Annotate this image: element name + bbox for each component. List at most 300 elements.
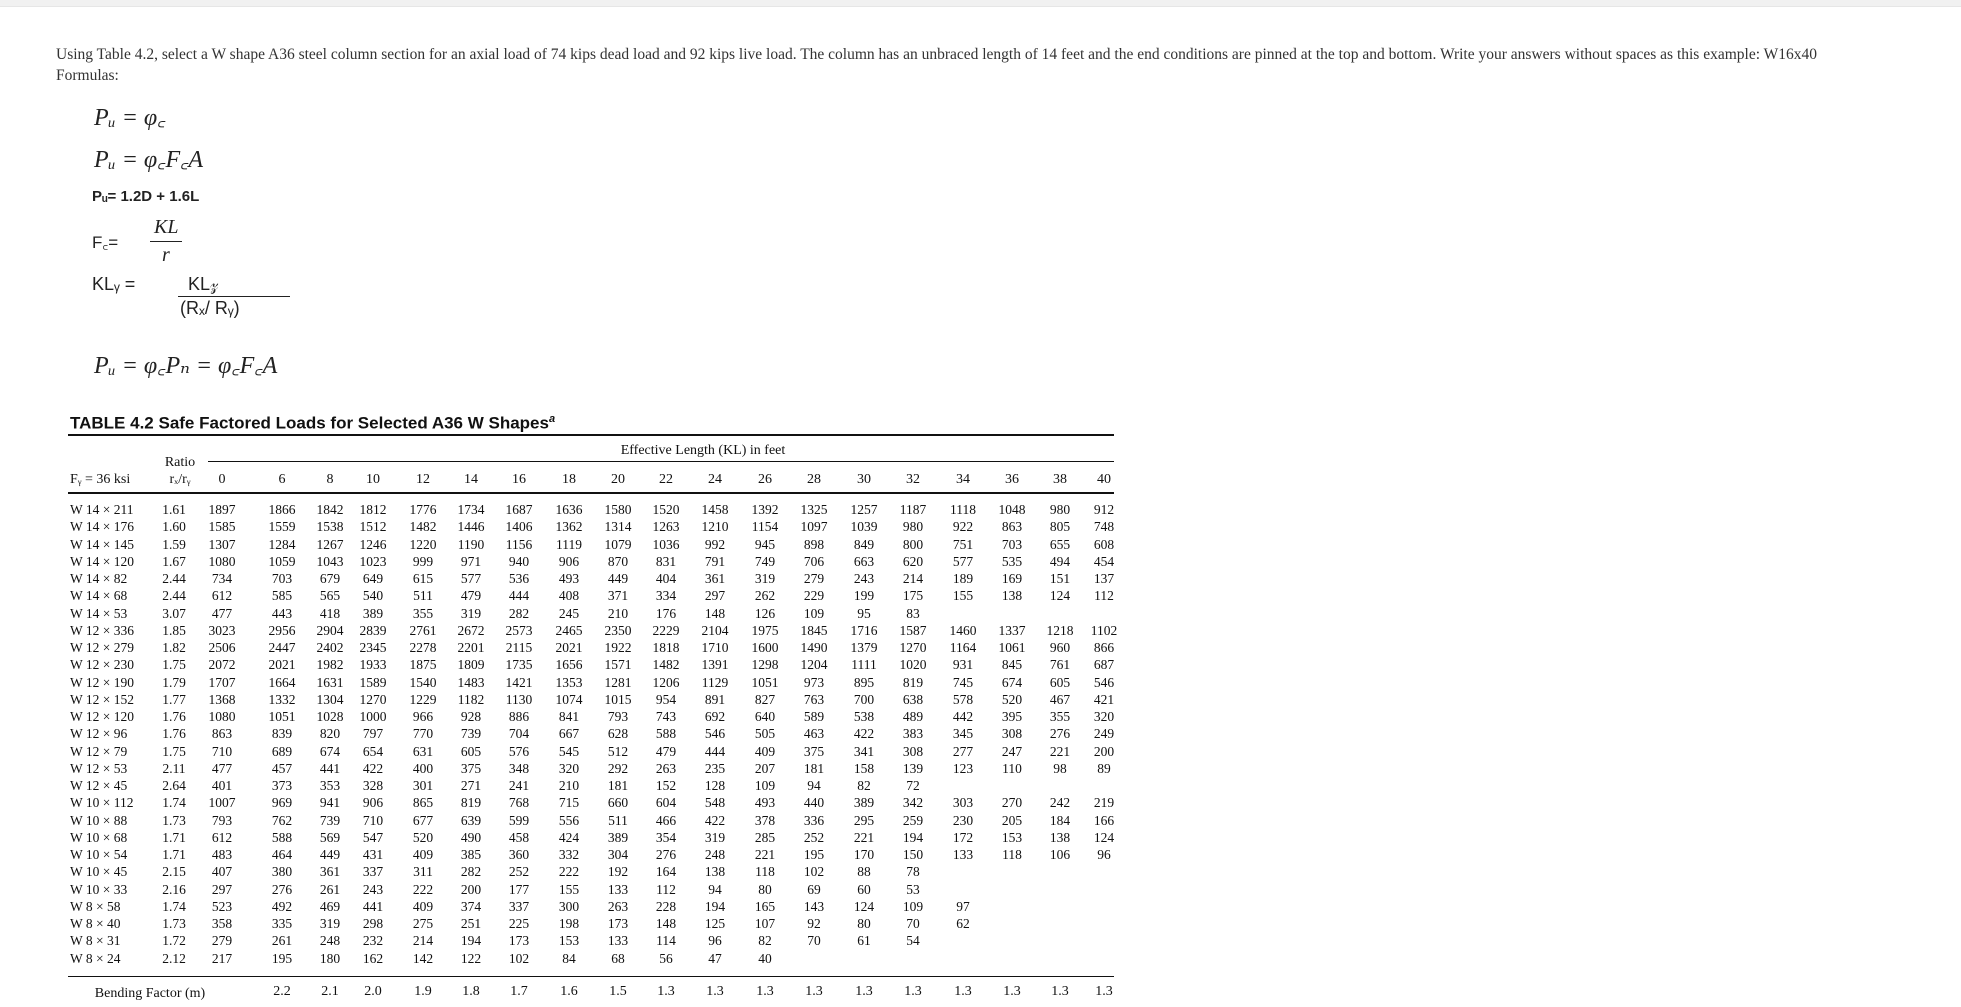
table-cell-load: 137	[1093, 571, 1115, 586]
table-cell-load: 1111	[851, 657, 877, 673]
table-cell-load: 70	[906, 916, 920, 931]
table-cell-load: 40	[758, 950, 772, 966]
table-cell-load: 863	[1001, 519, 1023, 535]
table-cell-load: 342	[902, 795, 924, 811]
table-row-shape: W 12 × 53	[70, 760, 128, 776]
table-cell-load: 60	[857, 881, 871, 897]
table-cell-load: 300	[558, 898, 580, 914]
table-cell-load: 241	[508, 778, 530, 793]
table-cell-load: 1204	[800, 657, 828, 673]
table-cell-load: 282	[460, 864, 482, 880]
table-cell-load: 2506	[208, 640, 236, 655]
table-cell-load: 1687	[505, 502, 533, 517]
table-cell-load: 1406	[505, 519, 533, 535]
table-cell-load: 1036	[652, 536, 680, 552]
table-cell-load: 443	[271, 605, 293, 621]
table-cell-load: 1051	[751, 674, 779, 690]
table-cell-load: 520	[1001, 691, 1023, 707]
table-cell-load: 1776	[409, 502, 437, 517]
table-row-shape: W 10 × 54	[70, 847, 128, 862]
table-cell-load: 114	[656, 933, 676, 949]
table-cell-load: 1023	[359, 553, 387, 569]
table-cell-load: 262	[754, 588, 776, 604]
table-row-ratio: 2.11	[162, 760, 186, 776]
table-cell-load: 94	[708, 881, 722, 897]
table-cell-load: 454	[1093, 553, 1115, 569]
kl-column-header: 20	[611, 472, 625, 487]
table-cell-load: 123	[952, 760, 974, 776]
table-cell-load: 469	[319, 898, 341, 914]
table-cell-load: 444	[704, 743, 726, 759]
table-cell-load: 980	[1049, 502, 1071, 517]
table-cell-load: 1220	[409, 536, 437, 552]
table-cell-load: 195	[271, 950, 293, 966]
formula-fc-label: F꜀=	[92, 233, 119, 252]
table-cell-load: 845	[1001, 657, 1023, 673]
table-cell-load: 383	[902, 726, 924, 742]
table-cell-load: 1007	[208, 795, 236, 811]
table-cell-load: 588	[655, 726, 677, 742]
table-cell-load: 1460	[949, 622, 977, 638]
table-title	[70, 413, 555, 434]
table-cell-load: 640	[754, 709, 776, 724]
table-cell-load: 604	[655, 795, 677, 811]
table-cell-load: 251	[460, 916, 482, 931]
table-cell-load: 954	[655, 691, 677, 707]
table-cell-load: 992	[704, 536, 726, 552]
table-cell-load: 2115	[505, 640, 533, 655]
table-row-shape: W 10 × 45	[70, 864, 128, 880]
table-cell-load: 1102	[1090, 622, 1118, 638]
table-cell-load: 706	[803, 553, 825, 569]
table-cell-load: 489	[902, 709, 924, 724]
table-cell-load: 1587	[899, 622, 927, 638]
table-cell-load: 358	[211, 916, 233, 931]
table-cell-load: 355	[412, 605, 434, 621]
table-cell-load: 375	[803, 743, 825, 759]
table-cell-load: 47	[708, 950, 722, 966]
table-cell-load: 138	[1001, 588, 1023, 604]
table-cell-load: 841	[558, 709, 580, 724]
table-cell-load: 490	[460, 829, 482, 845]
effective-length-underline	[208, 461, 1114, 462]
table-cell-load: 248	[319, 933, 341, 949]
table-cell-load: 969	[271, 795, 293, 811]
kl-column-header: 30	[857, 472, 871, 487]
table-cell-load: 126	[754, 605, 776, 621]
table-cell-load: 674	[1001, 674, 1023, 690]
table-cell-load: 464	[271, 847, 293, 862]
table-cell-load: 1631	[316, 674, 344, 690]
table-cell-load: 219	[1093, 795, 1115, 811]
table-cell-load: 1866	[268, 502, 296, 517]
table-cell-load: 1809	[457, 657, 485, 673]
table-cell-load: 380	[271, 864, 293, 880]
bending-factor-value: 2.1	[321, 983, 339, 999]
table-cell-load: 1079	[604, 536, 632, 552]
table-cell-load: 311	[413, 864, 433, 880]
table-cell-load: 184	[1049, 812, 1071, 828]
header-bottom-rule	[68, 492, 1114, 494]
question-text: Using Table 4.2, select a W shape A36 steel column section for an axial load of 74 kips dead load and 92 kips live load. The column has an unbraced length of 14 feet and the end conditions are pinned at the top and bottom. Write your answers without spaces as this example: W16x40	[56, 46, 1817, 63]
table-cell-load: 585	[271, 588, 293, 604]
table-row-shape: W 12 × 190	[70, 674, 134, 690]
table-cell-load: 548	[704, 795, 726, 811]
table-cell-load: 444	[508, 588, 530, 604]
table-cell-load: 1421	[505, 674, 533, 690]
table-cell-load: 177	[508, 881, 530, 897]
table-cell-load: 660	[607, 795, 629, 811]
table-cell-load: 112	[656, 881, 676, 897]
table-cell-load: 247	[1001, 743, 1023, 759]
table-cell-load: 546	[1093, 674, 1115, 690]
table-cell-load: 285	[754, 829, 776, 845]
table-cell-load: 1734	[457, 502, 485, 517]
table-cell-load: 2229	[652, 622, 680, 638]
table-cell-load: 192	[607, 864, 629, 880]
table-cell-load: 739	[460, 726, 482, 742]
table-cell-load: 441	[319, 760, 341, 776]
table-cell-load: 221	[754, 847, 776, 862]
table-cell-load: 335	[271, 916, 293, 931]
table-cell-load: 389	[362, 605, 384, 621]
table-cell-load: 282	[508, 605, 530, 621]
table-cell-load: 1636	[555, 502, 583, 517]
table-cell-load: 457	[271, 760, 293, 776]
table-cell-load: 945	[754, 536, 776, 552]
table-cell-load: 578	[952, 691, 974, 707]
table-cell-load: 820	[319, 726, 341, 742]
kl-column-header: 24	[708, 472, 722, 487]
kl-column-header: 36	[1005, 472, 1019, 487]
table-row-shape: W 8 × 40	[70, 916, 121, 931]
table-cell-load: 341	[853, 743, 875, 759]
table-cell-load: 371	[607, 588, 629, 604]
fy-header: Fᵧ = 36 ksi	[70, 472, 131, 487]
table-cell-load: 400	[412, 760, 434, 776]
table-cell-load: 1812	[359, 502, 387, 517]
table-cell-load: 355	[1049, 709, 1071, 724]
table-cell-load: 153	[1001, 829, 1023, 845]
table-cell-load: 1298	[751, 657, 779, 673]
formulas-label: Formulas:	[56, 67, 119, 84]
table-cell-load: 608	[1093, 536, 1115, 552]
table-row-shape: W 12 × 230	[70, 657, 134, 673]
table-cell-load: 751	[952, 536, 974, 552]
table-top-rule	[68, 434, 1114, 436]
table-cell-load: 354	[655, 829, 677, 845]
table-cell-load: 194	[460, 933, 482, 949]
bending-factor-value: 1.3	[855, 983, 873, 999]
table-cell-load: 2402	[316, 640, 344, 655]
table-cell-load: 569	[319, 829, 341, 845]
table-cell-load: 791	[704, 553, 726, 569]
table-cell-load: 210	[558, 778, 580, 793]
bending-factor-value: 1.3	[1003, 983, 1021, 999]
table-row-ratio: 2.16	[162, 881, 186, 897]
table-cell-load: 276	[1049, 726, 1071, 742]
table-cell-load: 523	[211, 898, 233, 914]
table-cell-load: 546	[704, 726, 726, 742]
table-cell-load: 53	[906, 881, 920, 897]
table-cell-load: 739	[319, 812, 341, 828]
table-row-ratio: 1.72	[162, 933, 186, 949]
table-cell-load: 906	[558, 553, 580, 569]
table-cell-load: 687	[1093, 657, 1115, 673]
table-cell-load: 308	[1001, 726, 1023, 742]
table-cell-load: 275	[412, 916, 434, 931]
table-cell-load: 589	[803, 709, 825, 724]
table-cell-load: 61	[857, 933, 871, 949]
table-cell-load: 249	[1093, 726, 1115, 742]
table-cell-load: 1716	[850, 622, 878, 638]
table-cell-load: 221	[1049, 743, 1071, 759]
table-cell-load: 1353	[555, 674, 583, 690]
table-cell-load: 328	[362, 778, 384, 793]
table-cell-load: 999	[412, 553, 434, 569]
kl-column-header: 40	[1097, 472, 1111, 487]
table-cell-load: 72	[906, 778, 920, 793]
table-cell-load: 819	[460, 795, 482, 811]
table-cell-load: 142	[412, 950, 434, 966]
table-row-ratio: 1.85	[162, 622, 186, 638]
table-cell-load: 180	[319, 950, 341, 966]
table-cell-load: 866	[1093, 640, 1115, 655]
table-cell-load: 373	[271, 778, 293, 793]
table-row-ratio: 1.77	[162, 691, 186, 707]
table-cell-load: 2839	[359, 622, 387, 638]
table-cell-load: 2904	[316, 622, 344, 638]
bending-factor-value: 1.7	[510, 983, 528, 999]
table-cell-load: 639	[460, 812, 482, 828]
table-cell-load: 199	[853, 588, 875, 604]
kl-column-header: 10	[366, 472, 380, 487]
table-cell-load: 138	[704, 864, 726, 880]
table-cell-load: 1559	[268, 519, 296, 535]
table-cell-load: 80	[857, 916, 871, 931]
table-cell-load: 102	[508, 950, 530, 966]
table-row-shape: W 14 × 53	[70, 605, 128, 621]
table-cell-load: 200	[1093, 743, 1115, 759]
kl-column-header: 14	[464, 472, 478, 487]
table-cell-load: 308	[902, 743, 924, 759]
table-cell-load: 297	[704, 588, 726, 604]
table-cell-load: 214	[902, 571, 924, 586]
table-cell-load: 122	[460, 950, 482, 966]
table-cell-load: 565	[319, 588, 341, 604]
table-cell-load: 207	[754, 760, 776, 776]
table-cell-load: 229	[803, 588, 825, 604]
table-cell-load: 205	[1001, 812, 1023, 828]
table-cell-load: 348	[508, 760, 530, 776]
table-cell-load: 689	[271, 743, 293, 759]
table-cell-load: 886	[508, 709, 530, 724]
table-cell-load: 748	[1093, 519, 1115, 535]
table-cell-load: 214	[412, 933, 434, 949]
bending-factor-value: 1.8	[462, 983, 480, 999]
table-cell-load: 941	[319, 795, 341, 811]
table-cell-load: 56	[659, 950, 673, 966]
table-row-ratio: 1.76	[162, 709, 186, 724]
table-cell-load: 540	[362, 588, 384, 604]
kl-column-header: 22	[659, 472, 673, 487]
table-cell-load: 577	[460, 571, 482, 586]
table-cell-load: 151	[1049, 571, 1071, 586]
effective-length-header: Effective Length (KL) in feet	[620, 443, 786, 458]
table-cell-load: 1080	[208, 709, 236, 724]
table-cell-load: 139	[902, 760, 924, 776]
table-cell-load: 277	[952, 743, 974, 759]
table-cell-load: 181	[803, 760, 825, 776]
table-cell-load: 492	[271, 898, 293, 914]
table-row-shape: W 12 × 45	[70, 778, 128, 793]
table-cell-load: 319	[754, 571, 776, 586]
table-cell-load: 1845	[800, 622, 828, 638]
kl-column-header: 12	[416, 472, 430, 487]
table-cell-load: 292	[607, 760, 629, 776]
table-cell-load: 155	[952, 588, 974, 604]
table-cell-load: 1270	[359, 691, 387, 707]
table-cell-load: 1164	[949, 640, 977, 655]
table-cell-load: 173	[607, 916, 629, 931]
table-cell-load: 479	[655, 743, 677, 759]
formula-pu-phic-pn: Pᵤ = φ꜀Pₙ = φ꜀F꜀A	[94, 353, 278, 379]
kl-column-header: 18	[562, 472, 576, 487]
table-cell-load: 261	[319, 881, 341, 897]
table-cell-load: 401	[211, 778, 233, 793]
table-cell-load: 431	[362, 847, 384, 862]
table-cell-load: 710	[362, 812, 384, 828]
formula-load-combination: Pᵤ= 1.2D + 1.6L	[92, 188, 200, 205]
table-cell-load: 95	[857, 605, 871, 621]
formula-pu-phic-fc-a: Pᵤ = φ꜀F꜀A	[94, 147, 204, 173]
table-cell-load: 297	[211, 881, 233, 897]
table-cell-load: 536	[508, 571, 530, 586]
table-row-shape: W 14 × 176	[70, 519, 134, 535]
table-cell-load: 96	[708, 933, 722, 949]
table-cell-load: 118	[755, 864, 775, 880]
table-cell-load: 612	[211, 588, 233, 604]
table-cell-load: 2465	[555, 622, 583, 638]
table-cell-load: 679	[319, 571, 341, 586]
table-cell-load: 1707	[208, 674, 236, 690]
table-cell-load: 2021	[555, 640, 583, 655]
table-cell-load: 1304	[316, 691, 344, 707]
bending-factor-value: 1.3	[904, 983, 922, 999]
table-cell-load: 194	[704, 898, 726, 914]
table-cell-load: 477	[211, 605, 233, 621]
table-cell-load: 891	[704, 691, 726, 707]
table-cell-load: 715	[558, 795, 580, 811]
kl-column-header: 0	[218, 472, 226, 487]
table-cell-load: 422	[704, 812, 726, 828]
table-cell-load: 82	[857, 778, 871, 793]
table-cell-load: 538	[853, 709, 875, 724]
table-cell-load: 520	[412, 829, 434, 845]
table-cell-load: 1119	[556, 536, 582, 552]
formula-pu-phic: Pᵤ = φ꜀	[94, 105, 166, 131]
bending-factor-value: 1.9	[414, 983, 432, 999]
table-cell-load: 628	[607, 726, 629, 742]
ratio-sub-header: rₓ/rᵧ	[169, 472, 191, 487]
formula-kly-fraction-bar	[178, 296, 290, 297]
table-cell-load: 449	[607, 571, 629, 586]
table-cell-load: 409	[412, 847, 434, 862]
table-cell-load: 545	[558, 743, 580, 759]
bending-factor-value: 1.3	[657, 983, 675, 999]
table-cell-load: 1270	[899, 640, 927, 655]
table-cell-load: 1061	[998, 640, 1026, 655]
table-cell-load: 395	[1001, 709, 1023, 724]
table-cell-load: 2021	[268, 657, 296, 673]
table-cell-load: 385	[460, 847, 482, 862]
table-cell-load: 1458	[701, 502, 729, 517]
table-cell-load: 1048	[998, 502, 1026, 517]
table-cell-load: 1263	[652, 519, 680, 535]
table-cell-load: 1281	[604, 674, 632, 690]
table-cell-load: 1656	[555, 657, 583, 673]
table-cell-load: 1206	[652, 674, 680, 690]
table-cell-load: 243	[853, 571, 875, 586]
bending-factor-value: 1.3	[706, 983, 724, 999]
table-row-shape: W 14 × 68	[70, 588, 128, 604]
table-cell-load: 332	[558, 847, 580, 862]
table-cell-load: 1314	[604, 519, 632, 535]
table-cell-load: 870	[607, 553, 629, 569]
table-cell-load: 971	[460, 553, 482, 569]
table-cell-load: 703	[271, 571, 293, 586]
table-cell-load: 1332	[268, 691, 296, 707]
table-cell-load: 745	[952, 674, 974, 690]
table-cell-load: 320	[558, 760, 580, 776]
table-cell-load: 1187	[899, 502, 927, 517]
kl-column-header: 34	[956, 472, 970, 487]
table-cell-load: 270	[1001, 795, 1023, 811]
table-row-shape: W 8 × 31	[70, 933, 121, 949]
table-cell-load: 62	[956, 916, 970, 931]
table-row-shape: W 10 × 88	[70, 812, 128, 828]
table-cell-load: 2345	[359, 640, 387, 655]
bending-factor-value: 1.5	[609, 983, 627, 999]
table-cell-load: 734	[211, 571, 233, 586]
table-cell-load: 2201	[457, 640, 485, 655]
table-cell-load: 703	[1001, 536, 1023, 552]
table-cell-load: 906	[362, 795, 384, 811]
table-cell-load: 1982	[316, 657, 344, 673]
table-cell-load: 1710	[701, 640, 729, 655]
table-cell-load: 243	[362, 881, 384, 897]
table-cell-load: 252	[508, 864, 530, 880]
bending-factor-value: 1.3	[1095, 983, 1113, 999]
table-cell-load: 128	[704, 778, 726, 793]
table-cell-load: 940	[508, 553, 530, 569]
table-cell-load: 252	[803, 829, 825, 845]
table-cell-load: 655	[1049, 536, 1071, 552]
top-divider	[0, 0, 1961, 7]
table-cell-load: 1842	[316, 502, 344, 517]
bending-factor-value: 1.3	[1051, 983, 1069, 999]
table-cell-load: 831	[655, 553, 677, 569]
table-cell-load: 194	[902, 829, 924, 845]
table-row-ratio: 3.07	[162, 605, 186, 621]
table-cell-load: 109	[902, 898, 924, 914]
table-cell-load: 68	[611, 950, 625, 966]
table-cell-load: 166	[1093, 812, 1115, 828]
table-cell-load: 762	[271, 812, 293, 828]
table-cell-load: 337	[362, 864, 384, 880]
table-cell-load: 3023	[208, 622, 236, 638]
table-cell-load: 763	[803, 691, 825, 707]
